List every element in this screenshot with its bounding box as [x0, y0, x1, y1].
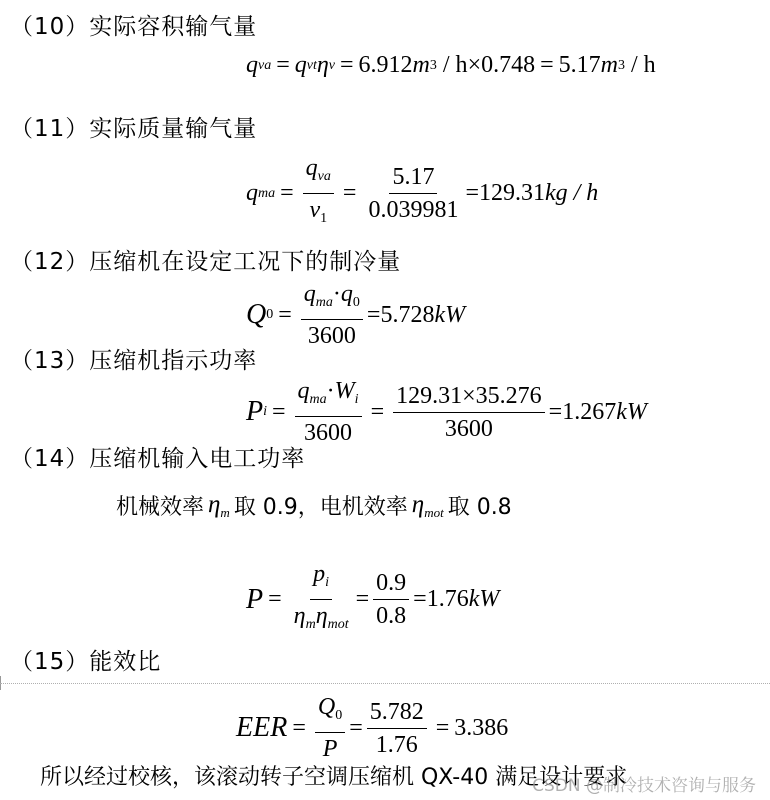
section-14-heading: （14）压缩机输入电工功率 [10, 446, 306, 472]
equation-10: q va = q vt η v = 6.912 m 3 / h × 0.748 = 5.17 m 3 / h [246, 52, 656, 78]
fraction-12: $\frac{q_{ma}\cdot q_0}{3600}$ [301, 280, 363, 350]
fraction-15b: $\frac{5.782}{1.76}$ [367, 698, 427, 759]
equation-14: P = $\frac{p_i}{\eta_m\eta_{mot}}$ = $\frac{0.9}{0.8}$ = 1.76 kW [246, 560, 499, 639]
csdn-watermark: CSDN @制冷技术咨询与服务 [532, 776, 756, 796]
page-divider [0, 683, 770, 684]
equation-13: P i = $\frac{q_{ma}\cdot W_i}{3600}$ = $\frac{129.31\times 35.276}{3600}$ = 1.267 kW [246, 378, 647, 446]
fraction-13a: $\frac{q_{ma}\cdot W_i}{3600}$ [295, 377, 362, 447]
equation-15: EER = $\frac{Q_0}{P}$ = $\frac{5.782}{1.76}$ = 3.386 [236, 694, 509, 762]
fraction-11b: $\frac{5.17}{0.039981}$ [368, 164, 459, 223]
fraction-15a: $\frac{Q_0}{P}$ [315, 693, 345, 763]
equation-11: q ma = $\frac{q_{va}}{v_1}$ = $\frac{5.17}{0.039981}$ = 129.31 kg / h [246, 154, 598, 233]
section-11-heading: （11）实际质量输气量 [10, 116, 258, 142]
conclusion-text: 所以经过校核，该滚动转子空调压缩机 QX-40 满足设计要求 [40, 765, 628, 790]
section-10-heading: （10）实际容积输气量 [10, 14, 258, 40]
section-12-heading: （12）压缩机在设定工况下的制冷量 [10, 249, 402, 275]
fraction-14a: $\frac{p_i}{\eta_m\eta_{mot}}$ [293, 561, 349, 632]
section-13-heading: （13）压缩机指示功率 [10, 348, 258, 374]
efficiency-statement: 机械效率 $\eta_m$ 取 0.9，电机效率 $\eta_{mot}$ 取 0.8 [116, 490, 512, 520]
section-15-heading: （15）能效比 [10, 649, 162, 675]
fraction-14b: $\frac{0.9}{0.8}$ [373, 569, 409, 630]
fraction-13b: $\frac{129.31\times 35.276}{3600}$ [393, 382, 545, 443]
fraction-11a: $\frac{q_{va}}{v_1}$ [303, 154, 334, 233]
equation-12: Q 0 = $\frac{q_{ma}\cdot q_0}{3600}$ = 5.728 kW [246, 281, 466, 349]
